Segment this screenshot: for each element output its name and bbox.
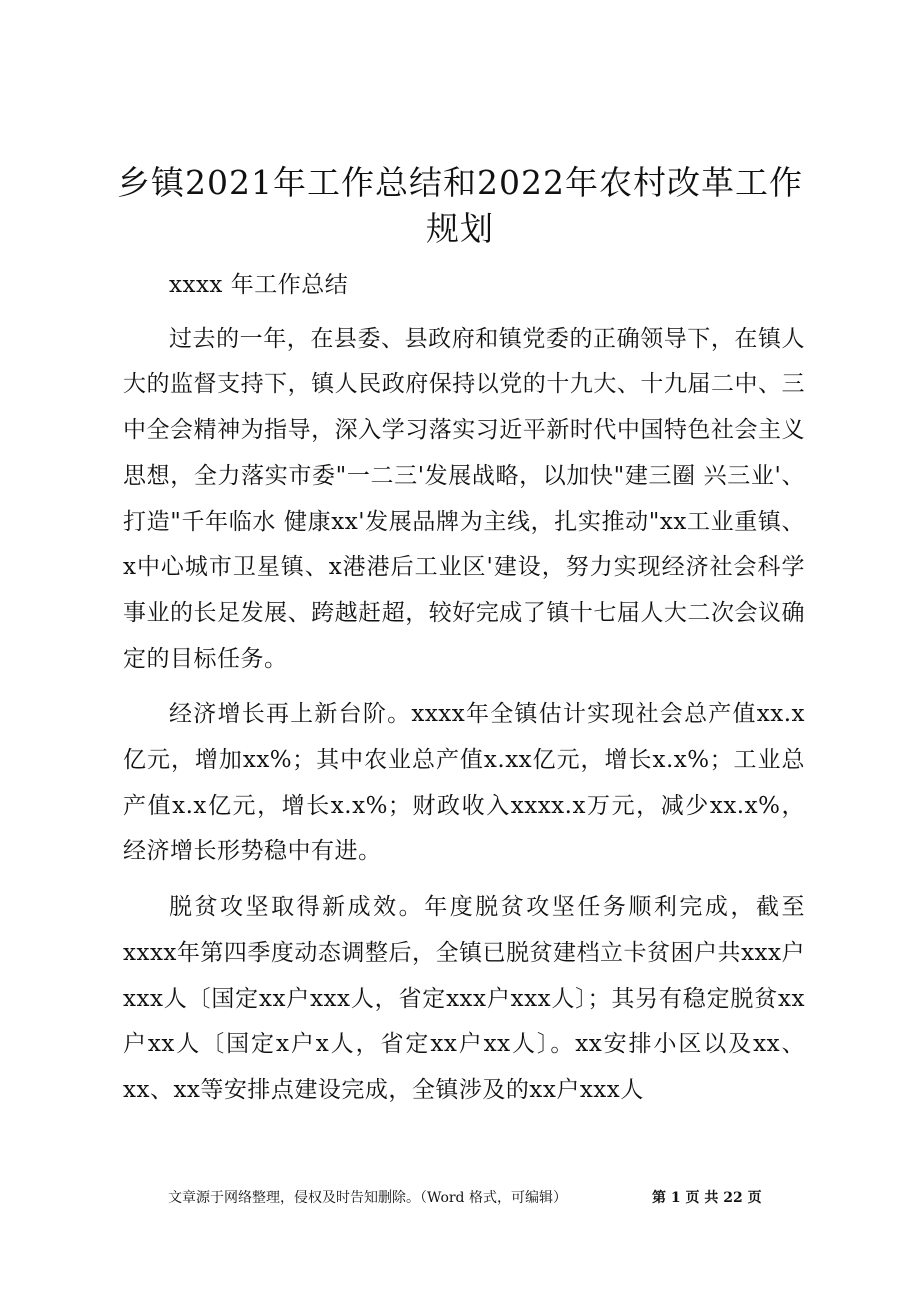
footer-source-note: 文章源于网络整理，侵权及时告知删除。（Word 格式，可编辑） bbox=[168, 1190, 567, 1206]
document-title: 乡镇2021年工作总结和2022年农村改革工作规划 bbox=[117, 163, 803, 248]
section-heading: xxxx 年工作总结 bbox=[169, 272, 349, 298]
paragraph-review: 过去的一年，在县委、县政府和镇党委的正确领导下，在镇人大的监督支持下，镇人民政府保持以党的十九大、十九届二中、三中全会精神为指导，深入学习落实习近平新时代中国特色社会主义思想，全力落实市委"一二三'发展战略，以加快"建三圈 兴三业'、打造"千年临水 健康xx'发展品牌为主线，扎实推动"xx工业重镇、x中心城市卫星镇、x港港后工业区'建设，努力实现经济社会科学事业的长足发展、跨越赶超，较好完成了镇十七届人大二次会议确定的目标任务。 bbox=[123, 325, 805, 672]
paragraph-poverty: 脱贫攻坚取得新成效。年度脱贫攻坚任务顺利完成，截至xxxx年第四季度动态调整后，全镇已脱贫建档立卡贫困户共xxx户xxx人〔国定xx户xxx人，省定xxx户xxx人〕；其另有稳定脱贫xx户xx人〔国定x户x人，省定xx户xx人〕。xx安排小区以及xx、xx、xx等安排点建设完成，全镇涉及的xx户xxx人 bbox=[123, 894, 805, 1103]
document-body bbox=[123, 263, 805, 1124]
footer-page-indicator: 第 1 页 共 22 页 bbox=[652, 1190, 762, 1206]
paragraph-economy: 经济增长再上新台阶。xxxx年全镇估计实现社会总产值xx.x亿元，增加xx%；其中农业总产值x.xx亿元，增长x.x%；工业总产值x.x亿元，增长x.x%；财政收入xxxx.x万元，减少xx.x%，经济增长形势稳中有进。 bbox=[123, 701, 805, 865]
page-footer bbox=[0, 1186, 920, 1210]
